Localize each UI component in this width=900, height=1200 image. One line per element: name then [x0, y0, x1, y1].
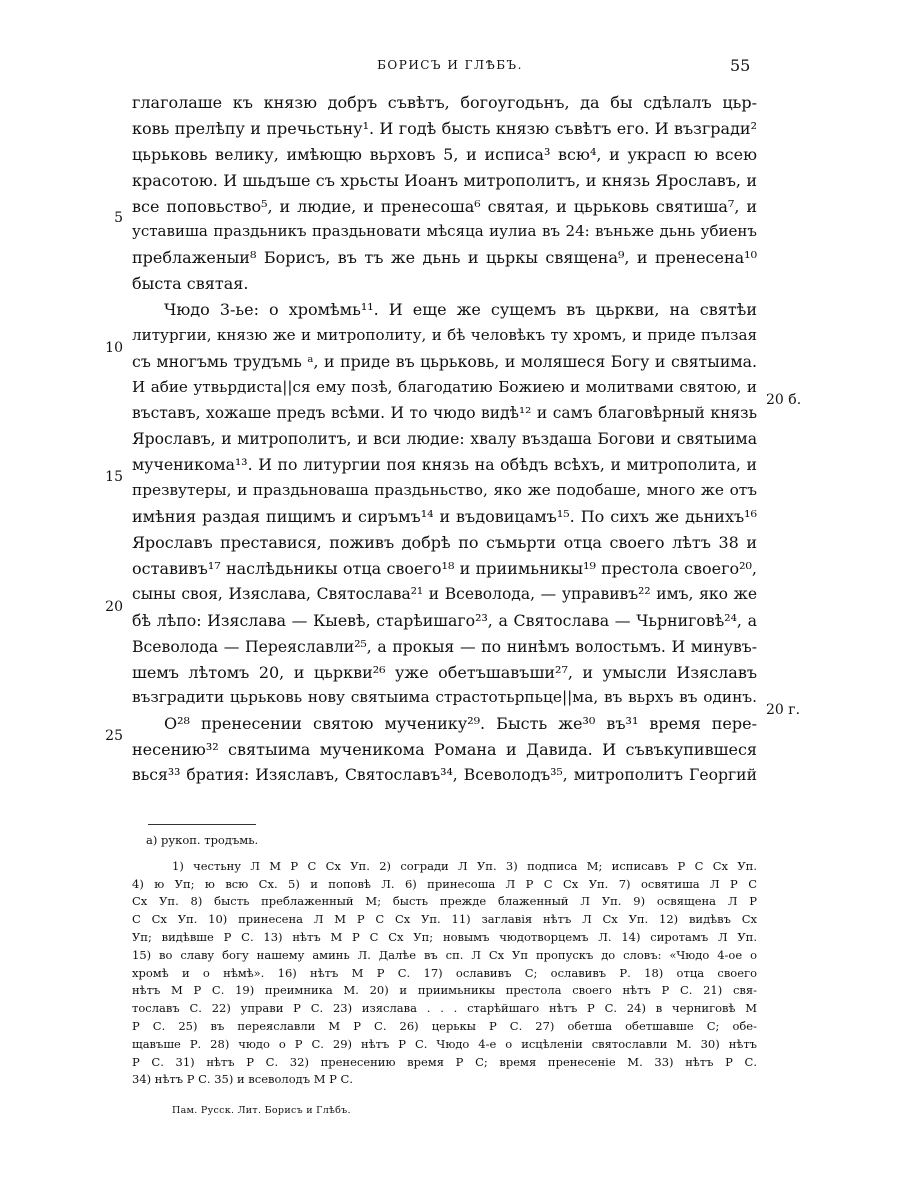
footnote-line: нѣтъ М Р С. 19) преимника М. 20) и приимьникы престола своего нѣтъ Р С. 21) свя-	[132, 983, 757, 998]
footnote-line: 4) ю Уп; ю всю Сх. 5) и поповѣ Л. 6) принесоша Л Р С Сх Уп. 7) освятиша Л Р С	[132, 876, 757, 891]
margin-folio-ref: 20 г.	[766, 702, 801, 718]
footnote-line: Р С. 25) въ переяславли М Р С. 26) церькы Р С. 27) обетша обетшавше С; обе-	[132, 1018, 757, 1033]
text-line: преблаженыи⁸ Борисъ, въ тъ же дьнь и цьркы священа⁹, и пренесена¹⁰	[132, 248, 757, 268]
text-line: презвутеры, и праздьноваша праздьньство, яко же подобаше, много же отъ	[132, 481, 757, 500]
text-line: Ярославъ, и митрополитъ, и вси людие: хвалу въздаша Богови и святыима	[132, 429, 757, 448]
footnote-line: Р С. 31) нѣтъ Р С. 32) пренесению время Р С; время пренесеніе М. 33) нѣтъ Р С.	[132, 1054, 757, 1069]
text-line: быста святая.	[132, 274, 249, 294]
text-line: все поповьство⁵, и людие, и пренесоша⁶ святая, и цьрьковь святиша⁷, и	[132, 196, 757, 216]
line-number: 25	[105, 728, 123, 744]
line-number: 15	[105, 469, 123, 485]
text-line: уставиша праздьникъ праздьновати мѣсяца иулиа въ 24: въньже дьнь убиенъ	[132, 222, 757, 241]
line-number: 5	[114, 210, 123, 226]
text-line: сыны своя, Изяслава, Святослава²¹ и Всеволода, — управивъ²² имъ, яко же	[132, 584, 757, 603]
line-number: 10	[105, 340, 123, 356]
text-line: вься³³ братия: Изяславъ, Святославъ³⁴, Всеволодъ³⁵, митрополитъ Георгий	[132, 766, 757, 785]
footnote-a: а) рукоп. тродъмь.	[146, 833, 259, 847]
text-line: съ многъмь трудъмь ᵃ, и приде въ цьрьковь, и моляшеся Богу и святыима.	[132, 351, 757, 371]
line-number: 20	[105, 599, 123, 615]
footnote-line: щавъше Р. 28) чюдо о Р С. 29) нѣтъ Р С. Чюдо 4-е о исцѣленіи святославли М. 30) нѣтъ	[132, 1036, 757, 1051]
text-line: литургии, князю же и митрополиту, и бѣ человѣкъ ту хромъ, и приде пълзая	[132, 326, 757, 345]
text-line: Чюдо 3-ье: о хромѣмь¹¹. И еще же сущемъ въ цьркви, на святѣи	[164, 300, 757, 320]
text-line: шемъ лѣтомъ 20, и цьркви²⁶ уже обетъшавъши²⁷, и умысли Изяславъ	[132, 662, 757, 682]
text-line: въставъ, хожаше предъ всѣми. И то чюдо видѣ¹² и самъ благовѣрный князь	[132, 403, 757, 422]
footnote-line: хромѣ и о нѣмѣ». 16) нѣтъ М Р С. 17) ославивъ С; ославивъ Р. 18) отца своего	[132, 965, 757, 980]
footnote-rule	[148, 824, 256, 825]
text-line: И абие утвьрдиста||ся ему позѣ, благодатию Божиею и молитвами святою, и	[132, 377, 757, 396]
footnote-line: 1) честьну Л М Р С Сх Уп. 2) согради Л Уп. 3) подписа М; исписавъ Р С Сх Уп.	[172, 858, 757, 873]
footnote-line: Уп; видѣвше Р С. 13) нѣтъ М Р С Сх Уп; новымъ чюдотворцемъ Л. 14) сиротамъ Л Уп.	[132, 929, 757, 944]
footnote-line: 15) во славу богу нашему аминь Л. Далѣе въ сп. Л Сх Уп пропускъ до словъ: «Чюдо 4-ое о	[132, 947, 757, 962]
main-text	[132, 90, 757, 789]
footnotes	[132, 832, 757, 1089]
text-line: оставивъ¹⁷ наслѣдьникы отца своего¹⁸ и приимьникы¹⁹ престола своего²⁰,	[132, 559, 757, 579]
footnote-line: Сх Уп. 8) бысть преблаженный М; бысть прежде блаженный Л Уп. 9) освящена Л Р	[132, 894, 757, 909]
text-line: ковь прелѣпу и пречьстьну¹. И годѣ бысть князю съвѣтъ его. И възгради²	[132, 118, 757, 138]
text-line: красотою. И шьдъше съ хрьсты Иоанъ митрополитъ, и князь Ярославъ, и	[132, 170, 757, 190]
page-number: 55	[730, 56, 751, 75]
text-line: мученикома¹³. И по литургии поя князь на обѣдъ всѣхъ, и митрополита, и	[132, 455, 757, 475]
footnote-line: тославъ С. 22) управи Р С. 23) изяслава . . . старѣйшаго нѣтъ Р С. 24) в черниговѣ М	[132, 1001, 757, 1016]
text-line: възградити цьрьковь нову святыима страстотьрпьце||ма, въ вьрхъ въ одинъ.	[132, 688, 757, 707]
text-line: несению³² святыима мученикома Романа и Давида. И съвъкупившеся	[132, 740, 757, 760]
text-line: цьрьковь велику, имѣющю вьрховъ 5, и исписа³ всю⁴, и украсп ю всею	[132, 144, 757, 164]
margin-folio-ref: 20 б.	[766, 392, 802, 408]
text-line: Всеволода — Переяславли²⁵, а прокыя — по нинѣмъ волостьмъ. И минувъ-	[132, 636, 757, 656]
text-line: бѣ лѣпо: Изяслава — Кыевѣ, старѣишаго²³, а Святослава — Чьрниговѣ²⁴, а	[132, 610, 757, 630]
text-line: О²⁸ пренесении святою мученику²⁹. Бысть же³⁰ въ³¹ время пере-	[164, 714, 757, 734]
footnote-line: С Сх Уп. 10) принесена Л М Р С Сх Уп. 11) заглавія нѣтъ Л Сх Уп. 12) видѣвъ Сх	[132, 912, 757, 927]
text-line: глаголаше къ князю добръ съвѣтъ, богоугодьнъ, да бы сдѣлалъ цьр-	[132, 93, 757, 112]
text-line: Ярославъ преставися, поживъ добрѣ по съмьрти отца своего лѣтъ 38 и	[132, 533, 757, 553]
imprint: Пам. Русск. Лит. Борисъ и Глѣбъ.	[172, 1105, 351, 1116]
running-title: БОРИСЪ И ГЛѢБЪ.	[377, 58, 523, 72]
text-line: имѣния раздая пищимъ и сиръмъ¹⁴ и въдовицамъ¹⁵. По сихъ же дьнихъ¹⁶	[132, 507, 757, 527]
footnote-line: 34) нѣтъ Р С. 35) и всеволодъ М Р С.	[132, 1072, 353, 1087]
